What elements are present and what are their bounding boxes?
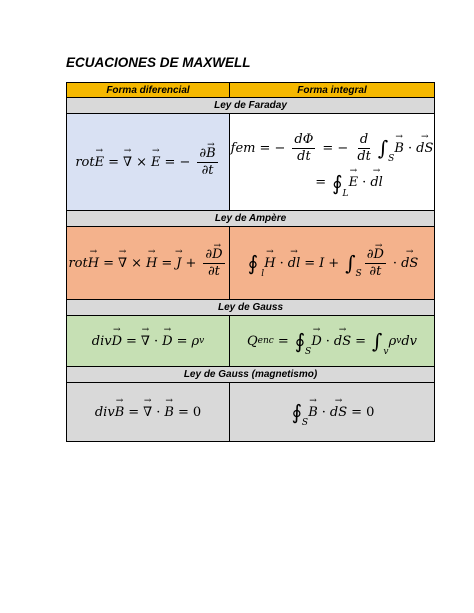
gauss-diferencial: div D → = ∇ → · D → = ρ v — [67, 316, 230, 367]
header-forma-diferencial: Forma diferencial — [67, 83, 230, 98]
ampere-diferencial: rot H → = ∇ → × H → = J → + $\frac{\partial D \to}{\partial t}$ — [67, 227, 230, 300]
row-ampere — [67, 227, 435, 300]
section-ley-gauss: Ley de Gauss — [67, 300, 435, 316]
section-ley-ampere: Ley de Ampère — [67, 211, 435, 227]
maxwell-table — [66, 82, 435, 442]
section-ley-gauss-magnetismo: Ley de Gauss (magnetismo) — [67, 367, 435, 383]
row-faraday — [67, 114, 435, 211]
faraday-integral: fem = − $\frac{d\Phi}{dt}$ = − $\frac{d}{dt}$ ∫ S B → · dS → = ∮ L E → · dl → — [230, 114, 435, 211]
row-gauss — [67, 316, 435, 367]
header-forma-integral: Forma integral — [230, 83, 435, 98]
gauss-magnetismo-integral: ∮ S B → · dS → = 0 — [230, 383, 435, 442]
ampere-integral: ∮ l H → · dl → = I + ∫ S $\frac{\partial D \to}{\partial t}$ · dS → — [230, 227, 435, 300]
section-ley-faraday: Ley de Faraday — [67, 98, 435, 114]
gauss-magnetismo-diferencial: div B → = ∇ → · B → = 0 — [67, 383, 230, 442]
gauss-integral: Q enc = ∮ S D → · dS → = ∫ v ρ v dv — [230, 316, 435, 367]
row-gauss-magnetismo — [67, 383, 435, 442]
faraday-diferencial: rot E → = ∇ → × E → = − $\frac{\partial B \to}{\partial t}$ — [67, 114, 230, 211]
table-header-row — [67, 83, 435, 98]
page-title: ECUACIONES DE MAXWELL — [66, 55, 251, 70]
